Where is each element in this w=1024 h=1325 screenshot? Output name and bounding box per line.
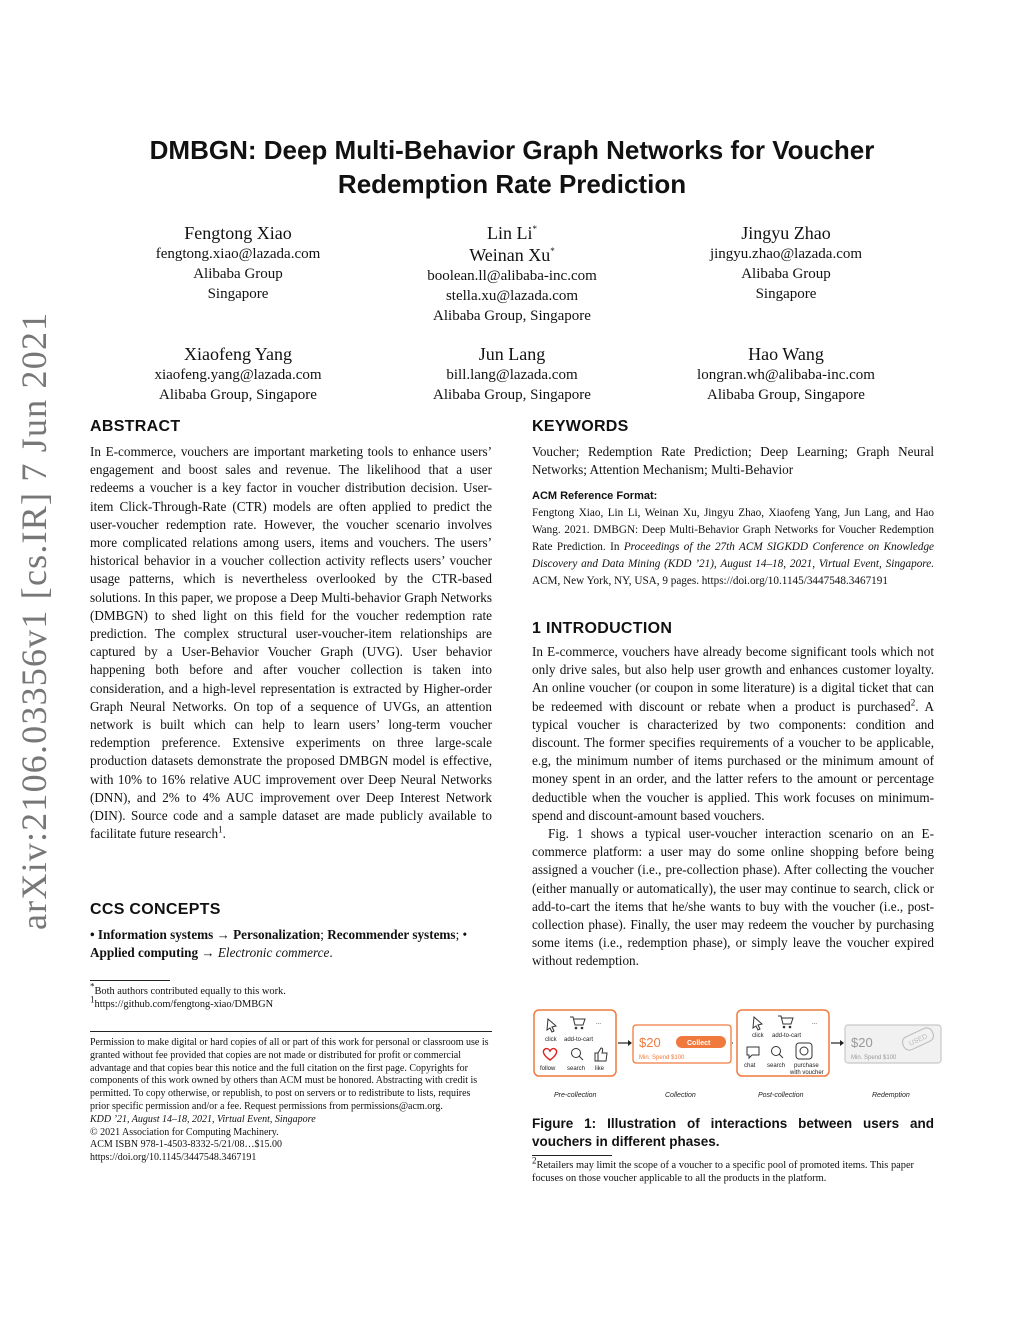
author-block: [686, 222, 886, 304]
keywords-text: Voucher; Redemption Rate Prediction; Deep Learning; Graph Neural Networks; Attention Mechanism; Multi-Behavior: [532, 444, 934, 478]
author-name: Fengtong Xiao: [184, 223, 292, 243]
label-redemption: Redemption: [872, 1092, 910, 1099]
introduction-heading: 1 INTRODUCTION: [532, 620, 673, 637]
redeemed-amount: $20: [851, 1035, 873, 1050]
intro-paragraph-2: Fig. 1 shows a typical user-voucher interaction scenario on an E-commerce platform: a user may do some online shopping before being assigned a voucher (i.e., pre-collection phase). After collecting the voucher (either manually or automatically), the user may continue to search, click or add-to-cart the items that he/she wants to buy with the voucher (i.e., post-collection phase). Finally, the user may redeem the voucher by purchasing some items (i.e., redemption phase), or simply leave the voucher expired without redemption.: [532, 826, 934, 969]
ccs-heading: CCS CONCEPTS: [90, 901, 221, 918]
author-name: Lin Li*: [487, 223, 537, 243]
footnote-equal-contribution: *Both authors contributed equally to this work.: [90, 981, 286, 997]
ccs-text: • Information systems → Personalization; Recommender systems; • Applied computing → Electronic commerce.: [90, 927, 468, 961]
label-pre-collection: Pre-collection: [554, 1092, 597, 1099]
permission-text: Permission to make digital or hard copies of all or part of this work for personal or classroom use is granted without fee provided that copies are not made or distributed for profit or commercial advantage and that copies bear this notice and the full citation on the first page. Copyrights for components of this work owned by others than ACM must be honored. Abstracting with credit is permitted. To copy otherwise, or republish, to post on servers or to redistribute to lists, requires prior specific permission and/or a fee. Request permissions from permissions@acm.org.: [90, 1037, 489, 1112]
author-affiliation: Alibaba Group: [741, 266, 831, 282]
interaction-diagram: [532, 1007, 944, 1102]
purchase-label: purchase: [794, 1063, 819, 1069]
author-affiliation: Alibaba Group, Singapore: [159, 387, 317, 403]
more-label: ...: [596, 1020, 602, 1026]
author-name: Jun Lang: [478, 344, 546, 364]
label-post-collection: Post-collection: [758, 1092, 804, 1099]
author-location: Singapore: [755, 286, 817, 302]
author-email: boolean.ll@alibaba-inc.com: [427, 268, 597, 284]
author-affiliation: Alibaba Group, Singapore: [433, 308, 591, 324]
min-spend-label: Min. Spend $100: [639, 1055, 685, 1061]
conference-info: KDD ’21, August 14–18, 2021, Virtual Event, Singapore: [90, 1113, 316, 1125]
label-collection: Collection: [665, 1092, 696, 1099]
introduction-section: [532, 619, 934, 971]
svg-text:USED: USED: [908, 1033, 929, 1048]
author-email: stella.xu@lazada.com: [445, 288, 579, 304]
click-label: click: [752, 1033, 764, 1039]
author-email: longran.wh@alibaba-inc.com: [697, 367, 875, 383]
keywords-section: [532, 417, 934, 479]
footnote-rule: [532, 1155, 612, 1156]
author-email: bill.lang@lazada.com: [446, 367, 578, 383]
click-label: click: [545, 1037, 557, 1043]
author-block: [400, 343, 624, 405]
purchase-with-voucher-label: with voucher: [790, 1070, 824, 1076]
author-affiliation: Alibaba Group: [193, 266, 283, 282]
isbn-line: ACM ISBN 978-1-4503-8332-5/21/08…$15.00: [90, 1139, 282, 1151]
title-line-1: DMBGN: Deep Multi-Behavior Graph Networks for Voucher: [149, 135, 875, 165]
abstract-text: In E-commerce, vouchers are important marketing tools to enhance users’ engagement and boost sales and revenue. The likelihood that a user redeems a voucher is a key factor in voucher distribution decision. User-item Click-Through-Rate (CTR) models are often applied to predict the user-voucher redemption rate. However, the voucher scenario involves more complicated relations among users, items and vouchers. The users’ historical behavior in a voucher collection activity reflects users’ voucher usage patterns, which is nevertheless overlooked by the CTR-based solutions. In this paper, we propose a Deep Multi-behavior Graph Networks (DMBGN) to shed light on this field for the voucher redemption rate prediction. The complex structural user-voucher-item relationships are captured by a User-Behavior Voucher Graph (UVG). User behavior happening both before and after voucher collection is taken into consideration, and a high-level representation is extracted by Higher-order Graph Neural Networks. On top of a sequence of UVGs, an attention network is built which can help to learn users’ long-term voucher redemption preference. Extensive experiments on three large-scale production datasets demonstrate the proposed DMBGN model is effective, with 10% to 16% relative AUC improvement over Deep Neural Networks (DNN), and 2% to 4% AUC improvement over Deep Interest Network (DIN). Source code and a sample dataset are made publicly available to facilitate future research$^1$.: [90, 444, 492, 842]
author-email: jingyu.zhao@lazada.com: [709, 246, 863, 262]
footnote-retailers: 2Retailers may limit the scope of a voucher to a specific pool of promoted items. This paper focuses on those voucher applicable to all the products in the platform.: [532, 1155, 915, 1184]
add-to-cart-label: add-to-cart: [564, 1037, 594, 1043]
footnotes-left: [90, 981, 492, 1011]
author-name: Weinan Xu*: [469, 245, 555, 265]
permission-rule: [90, 1031, 492, 1032]
acm-reference-text: Fengtong Xiao, Lin Li, Weinan Xu, Jingyu Zhao, Xiaofeng Yang, Jun Lang, and Hao Wang. 2021. DMBGN: Deep Multi-Behavior Graph Networks for Voucher Redemption Rate Prediction. In Proceedings of the 27th ACM SIGKDD Conference on Knowledge Discovery and Data Mining (KDD ’21), August 14–18, 2021, Virtual Event, Singapore. ACM, New York, NY, USA, 9 pages. https://doi.org/10.1145/3447548.3467191: [532, 507, 935, 587]
author-block: [138, 222, 338, 304]
author-location: Singapore: [207, 286, 269, 302]
follow-label: follow: [540, 1066, 556, 1072]
author-name: Hao Wang: [748, 344, 824, 364]
arxiv-identifier: arXiv:2106.03356v1 [cs.IR] 7 Jun 2021: [14, 311, 54, 930]
paper-title: [80, 133, 944, 201]
author-affiliation: Alibaba Group, Singapore: [433, 387, 591, 403]
author-block: [400, 222, 624, 326]
doi-link[interactable]: https://doi.org/10.1145/3447548.3467191: [90, 1152, 257, 1164]
author-name: Xiaofeng Yang: [184, 344, 292, 364]
collect-label: Collect: [687, 1040, 711, 1047]
footnote-rule: [90, 980, 170, 981]
acm-reference-heading: ACM Reference Format:: [532, 490, 658, 502]
acm-reference: [532, 488, 934, 590]
author-email: fengtong.xiao@lazada.com: [155, 246, 321, 262]
voucher-amount: $20: [639, 1035, 661, 1050]
author-affiliation: Alibaba Group, Singapore: [707, 387, 865, 403]
keywords-heading: KEYWORDS: [532, 418, 629, 435]
add-to-cart-label: add-to-cart: [772, 1033, 802, 1039]
figure-1-caption: Figure 1: Illustration of interactions between users and vouchers in different phases.: [532, 1116, 934, 1149]
intro-paragraph-1: In E-commerce, vouchers have already become significant tools which not only drive sales, but also help user growth and enhances customer loyalty. An online voucher (or coupon in some literature) is a digital ticket that can be redeemed with discount or rebate when a product is purchased$^2$. A typical voucher is characterized by two components: condition and discount. The former specifies requirements of a voucher to be applicable, e.g, the minimum number of items purchased or the minimum amount of money spent in an order, and the latter refers to the amount or percentage deductible when the voucher is applied. This work focuses on minimum-spend and discount-amount based vouchers.: [532, 644, 935, 823]
redeemed-min-spend: Min. Spend $100: [851, 1055, 897, 1061]
abstract-heading: ABSTRACT: [90, 418, 181, 435]
footnote-github: 1https://github.com/fengtong-xiao/DMBGN: [90, 994, 274, 1010]
like-label: like: [595, 1066, 605, 1072]
permission-block: [90, 1037, 492, 1165]
chat-label: chat: [744, 1063, 756, 1069]
copyright-line: © 2021 Association for Computing Machinery.: [90, 1126, 279, 1138]
author-name: Jingyu Zhao: [741, 223, 831, 243]
author-email: xiaofeng.yang@lazada.com: [154, 367, 322, 383]
title-line-2: Redemption Rate Prediction: [337, 169, 687, 199]
abstract-section: [90, 417, 492, 843]
author-block: [128, 343, 348, 405]
author-block: [676, 343, 896, 405]
search-label: search: [567, 1066, 586, 1072]
search-label: search: [767, 1063, 786, 1069]
figure-1: [532, 1007, 944, 1102]
more-label: ...: [812, 1020, 818, 1026]
ccs-section: [90, 900, 492, 962]
